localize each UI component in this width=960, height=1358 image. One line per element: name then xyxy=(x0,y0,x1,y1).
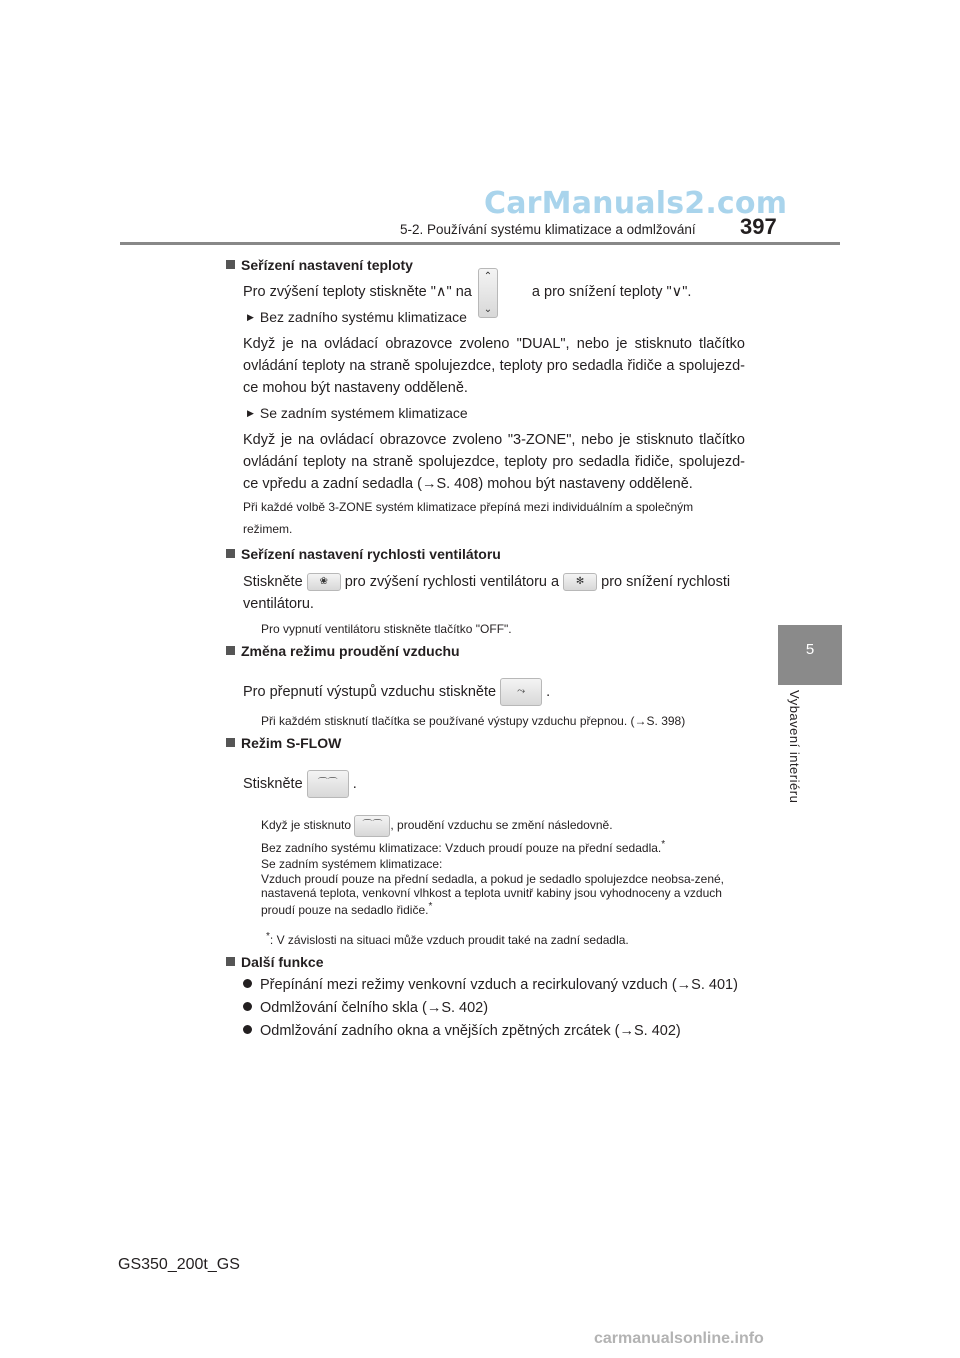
chapter-number: 5 xyxy=(805,641,815,658)
triangle-bullet-icon: ▶ xyxy=(247,408,254,418)
section-square-icon xyxy=(226,957,235,966)
fan-line: Stiskněte ❀ pro zvýšení rychlosti ventilátoru a ✻ pro snížení rychlosti xyxy=(243,574,731,590)
section-square-icon xyxy=(226,549,235,558)
page-number: 397 xyxy=(740,214,777,239)
fan-up-icon: ❀ xyxy=(307,573,341,591)
sflow-note3: Se zadním systémem klimatizace: xyxy=(261,857,443,871)
mode-heading: Změna režimu proudění vzduchu xyxy=(226,643,460,659)
temp-sub2: ▶ Se zadním systémem klimatizace xyxy=(247,405,468,421)
header-divider xyxy=(120,242,840,245)
watermark-top: CarManuals2.com xyxy=(484,186,788,221)
fan-line2: ventilátoru. xyxy=(243,596,314,612)
bullet-dot-icon xyxy=(243,1025,252,1034)
other-item: Odmlžování čelního skla (→S. 402) xyxy=(243,1000,488,1016)
sflow-note4: Vzduch proudí pouze na přední sedadla, a pokud je sedadlo spolujezdce neobsa-zené, nastavená teplota, venkovní vlhkost a teplota uvnitř kabiny jsou vyhodnoceny a vzduch proudí pouze na sedadlo řidiče.* xyxy=(261,872,725,917)
other-heading: Další funkce xyxy=(226,954,323,970)
triangle-bullet-icon: ▶ xyxy=(247,312,254,322)
sflow-footnote: *: V závislosti na situaci může vzduch proudit také na zadní sedadla. xyxy=(266,931,629,947)
section-square-icon xyxy=(226,260,235,269)
s-flow-icon: ⌒⌒ xyxy=(307,770,349,798)
sflow-note1: Když je stisknuto ⌒⌒ , proudění vzduchu se změní následovně. xyxy=(261,815,749,837)
section-square-icon xyxy=(226,738,235,747)
other-item: Přepínání mezi režimy venkovní vzduch a recirkulovaný vzduch (→S. 401) xyxy=(243,977,738,993)
air-outlet-icon: ⤳ xyxy=(500,678,542,706)
sflow-heading: Režim S-FLOW xyxy=(226,735,341,751)
bullet-dot-icon xyxy=(243,1002,252,1011)
other-item: Odmlžování zadního okna a vnějších zpětných zrcátek (→S. 402) xyxy=(243,1023,681,1039)
mode-line: Pro přepnutí výstupů vzduchu stiskněte ⤳ . xyxy=(243,678,745,706)
sflow-line: Stiskněte ⌒⌒ . xyxy=(243,770,745,798)
chapter-tab xyxy=(778,625,842,685)
section-square-icon xyxy=(226,646,235,655)
fan-heading: Seřízení nastavení rychlosti ventilátoru xyxy=(226,546,501,562)
temp-para2: Když je na ovládací obrazovce zvoleno "3-ZONE", nebo je stisknuto tlačítko ovládání teploty na straně spolujezdce, teploty pro sedadla řidiče, spolujezd-ce vpředu a zadní sedadla (→S. 408) mohou být nastaveny odděleně. xyxy=(243,432,745,492)
chapter-label: Vybavení interiéru xyxy=(787,690,802,804)
s-flow-icon: ⌒⌒ xyxy=(354,815,390,837)
section-header-title: 5-2. Používání systému klimatizace a odmlžování xyxy=(400,222,696,237)
bullet-dot-icon xyxy=(243,979,252,988)
temp-button xyxy=(478,268,498,318)
footer-model-code: GS350_200t_GS xyxy=(118,1256,240,1273)
fan-down-icon: ✻ xyxy=(563,573,597,591)
mode-note: Při každém stisknutí tlačítka se používané výstupy vzduchu přepnou. (→S. 398) xyxy=(261,714,686,728)
sflow-note2: Bez zadního systému klimatizace: Vzduch proudí pouze na přední sedadla.* xyxy=(261,839,666,855)
temp-note: Při každé volbě 3-ZONE systém klimatizace přepíná mezi individuálním a společným režimem. xyxy=(243,500,694,536)
watermark-bottom: carmanualsonline.info xyxy=(594,1330,764,1347)
temp-heading: Seřízení nastavení teploty xyxy=(226,257,413,273)
temp-down-icon: ⌄ xyxy=(483,304,493,315)
temp-sub1: ▶ Bez zadního systému klimatizace xyxy=(247,309,467,325)
temp-para1: Když je na ovládací obrazovce zvoleno "DUAL", nebo je stisknuto tlačítko ovládání teploty na straně spolujezdce, teploty pro sedadla řidiče a spolujezd-ce mohou být nastaveny odděleně. xyxy=(243,336,745,396)
temp-up-icon: ⌃ xyxy=(483,271,493,282)
temp-line: Pro zvýšení teploty stiskněte "∧" na a pro snížení teploty "∨". xyxy=(243,284,692,300)
fan-note: Pro vypnutí ventilátoru stiskněte tlačítko "OFF". xyxy=(261,622,512,636)
